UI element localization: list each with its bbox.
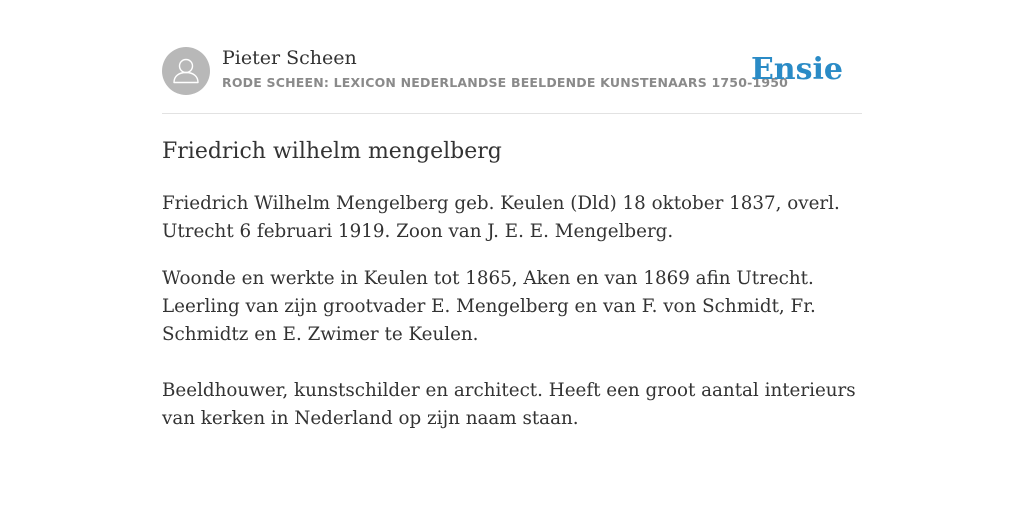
author-name[interactable]: Pieter Scheen bbox=[222, 47, 357, 69]
user-silhouette-icon bbox=[162, 47, 210, 95]
ensie-logo[interactable]: Ensie bbox=[750, 52, 843, 87]
article-title: Friedrich wilhelm mengelberg bbox=[162, 139, 502, 164]
source-label[interactable]: RODE SCHEEN: LEXICON NEDERLANDSE BEELDENDE KUNSTENAARS 1750-1950 bbox=[222, 75, 789, 90]
header-divider bbox=[162, 113, 862, 114]
article-paragraph-2: Woonde en werkte in Keulen tot 1865, Aken en van 1869 afin Utrecht. Leerling van zijn grootvader E. Mengelberg en van F. von Schmidt, Fr. Schmidtz en E. Zwimer te Keulen. bbox=[162, 268, 816, 345]
article-header bbox=[162, 46, 862, 96]
article-paragraph-1: Friedrich Wilhelm Mengelberg geb. Keulen (Dld) 18 oktober 1837, overl. Utrecht 6 februari 1919. Zoon van J. E. E. Mengelberg. bbox=[162, 193, 840, 242]
article-paragraph-3: Beeldhouwer, kunstschilder en architect. Heeft een groot aantal interieurs van kerken in Nederland op zijn naam staan. bbox=[162, 380, 856, 429]
author-avatar[interactable] bbox=[162, 47, 210, 95]
